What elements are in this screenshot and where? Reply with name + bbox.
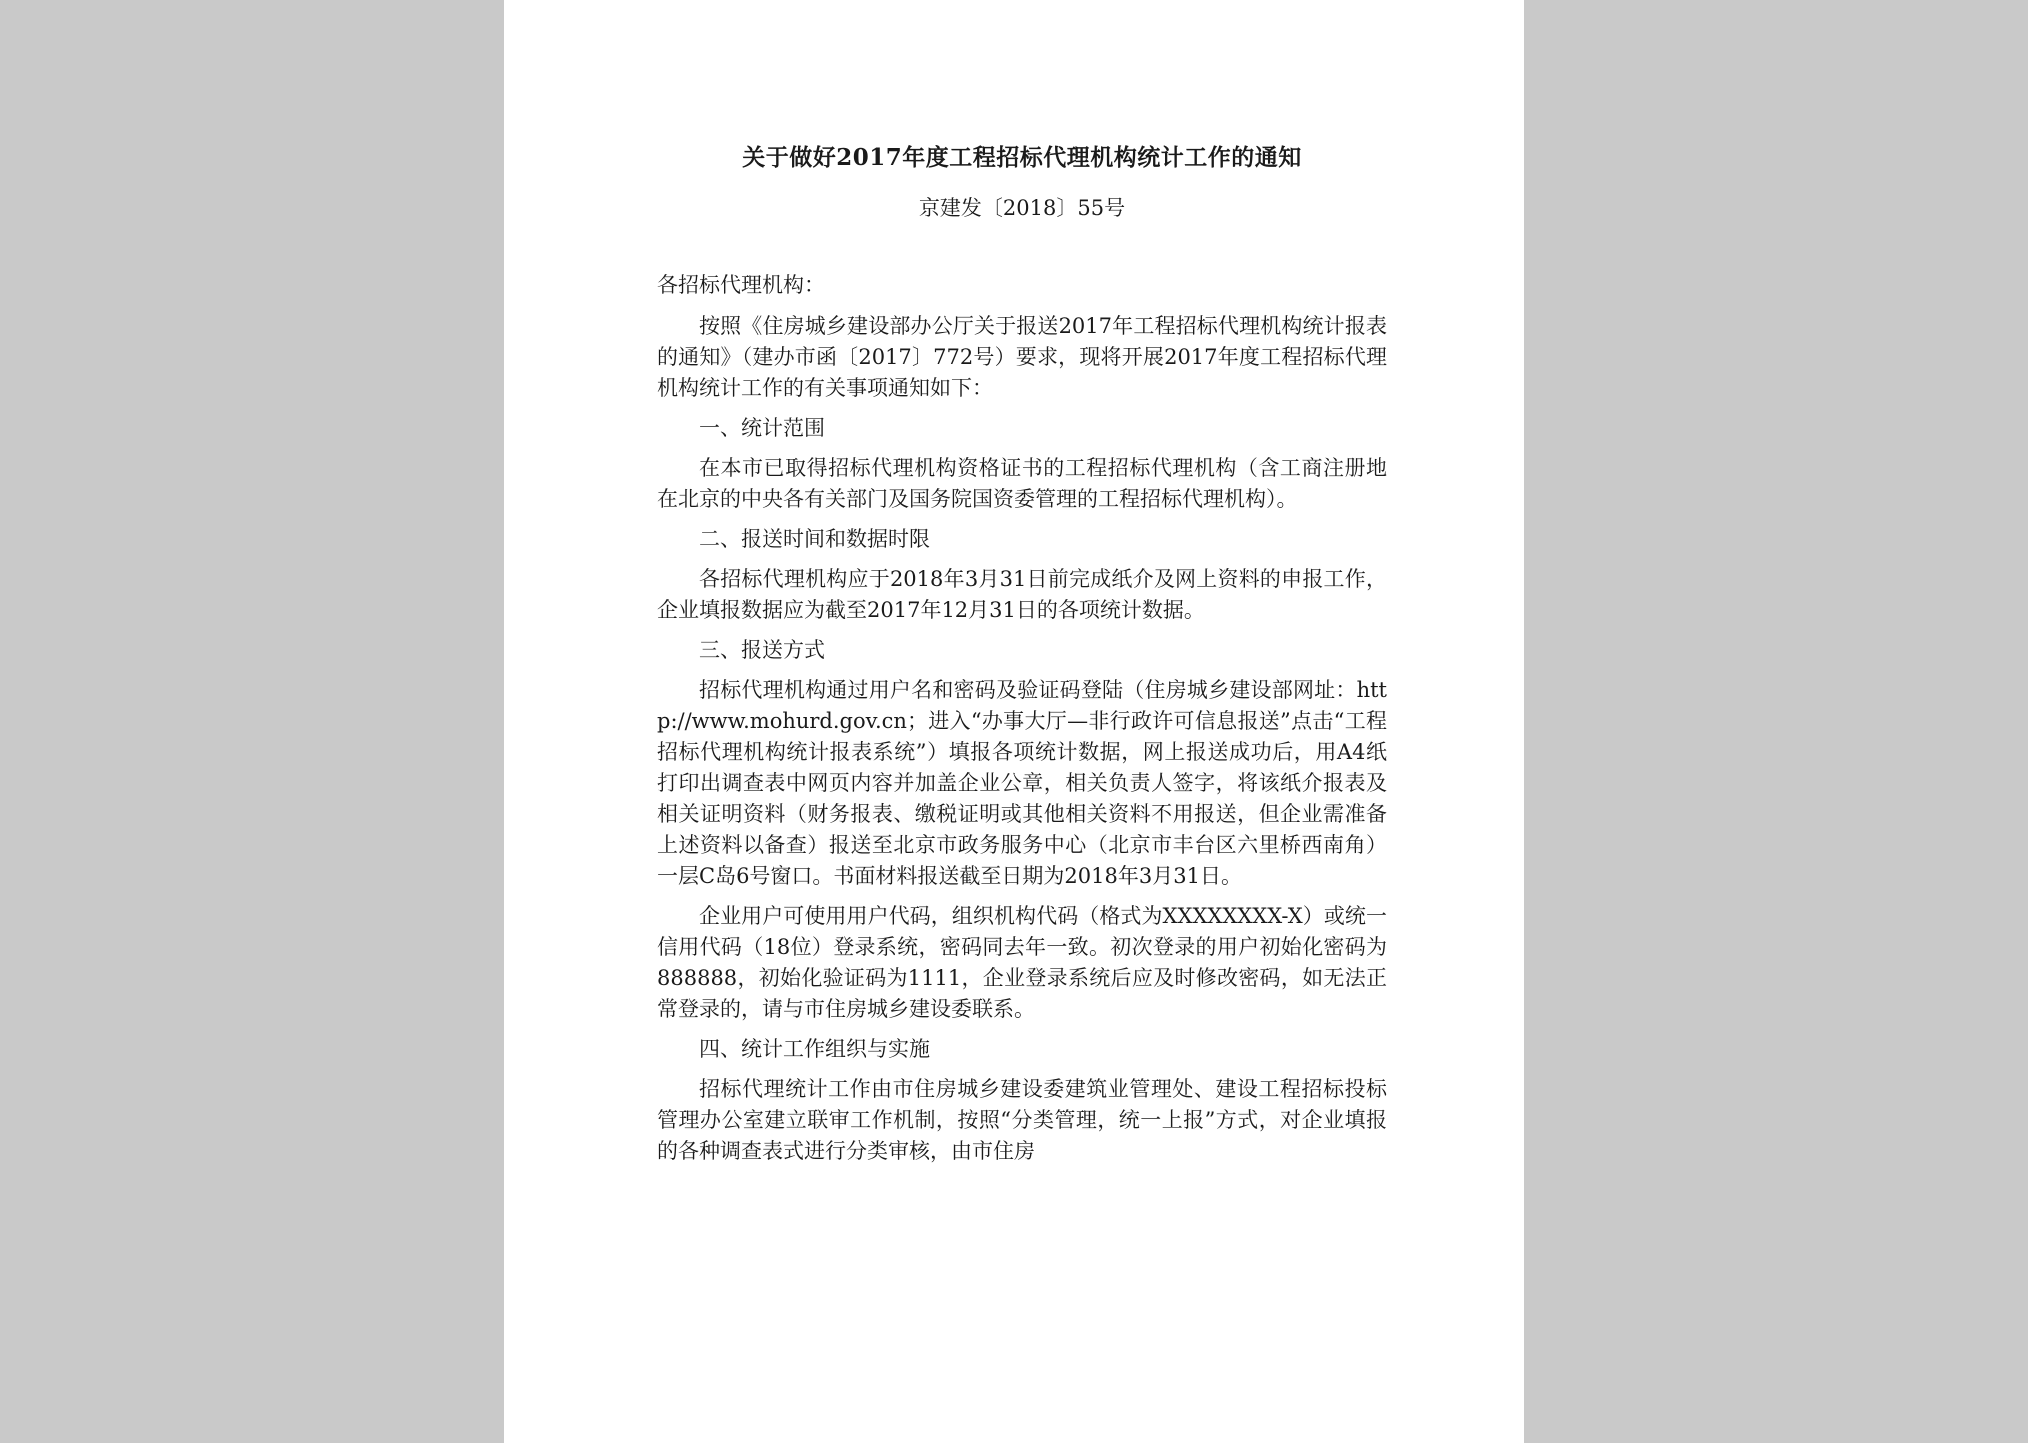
section-heading-organization: 四、统计工作组织与实施 — [699, 1037, 930, 1061]
salutation: 各招标代理机构： — [657, 273, 825, 297]
section-heading-scope: 一、统计范围 — [699, 416, 825, 440]
section-time-text: 各招标代理机构应于2018年3月31日前完成纸介及网上资料的申报工作，企业填报数据应为截至2017年12月31日的各项统计数据。 — [657, 567, 1387, 622]
section-method-login-text: 企业用户可使用用户代码，组织机构代码（格式为XXXXXXXX-X）或统一信用代码（18位）登录系统，密码同去年一致。初次登录的用户初始化密码为888888，初始化验证码为1111，企业登录系统后应及时修改密码，如无法正常登录的，请与市住房城乡建设委联系。 — [657, 904, 1387, 1021]
section-scope-text: 在本市已取得招标代理机构资格证书的工程招标代理机构（含工商注册地在北京的中央各有关部门及国务院国资委管理的工程招标代理机构）。 — [657, 456, 1387, 511]
document-number: 京建发〔2018〕55号 — [918, 196, 1126, 220]
page-content — [657, 138, 1387, 1176]
section-heading-time: 二、报送时间和数据时限 — [699, 527, 930, 551]
intro-paragraph: 按照《住房城乡建设部办公厅关于报送2017年工程招标代理机构统计报表的通知》（建办市函〔2017〕772号）要求，现将开展2017年度工程招标代理机构统计工作的有关事项通知如下： — [657, 314, 1387, 400]
document-page — [504, 0, 1524, 1443]
section-heading-method: 三、报送方式 — [699, 638, 825, 662]
section-organization-text: 招标代理统计工作由市住房城乡建设委建筑业管理处、建设工程招标投标管理办公室建立联审工作机制，按照“分类管理，统一上报”方式，对企业填报的各种调查表式进行分类审核，由市住房 — [657, 1077, 1387, 1163]
section-method-text: 招标代理机构通过用户名和密码及验证码登陆（住房城乡建设部网址：http://www.mohurd.gov.cn；进入“办事大厅—非行政许可信息报送”点击“工程招标代理机构统计报表系统”）填报各项统计数据，网上报送成功后，用A4纸打印出调查表中网页内容并加盖企业公章，相关负责人签字，将该纸介报表及相关证明资料（财务报表、缴税证明或其他相关资料不用报送，但企业需准备上述资料以备查）报送至北京市政务服务中心（北京市丰台区六里桥西南角）一层C岛6号窗口。书面材料报送截至日期为2018年3月31日。 — [657, 678, 1387, 888]
document-title: 关于做好2017年度工程招标代理机构统计工作的通知 — [742, 144, 1302, 171]
